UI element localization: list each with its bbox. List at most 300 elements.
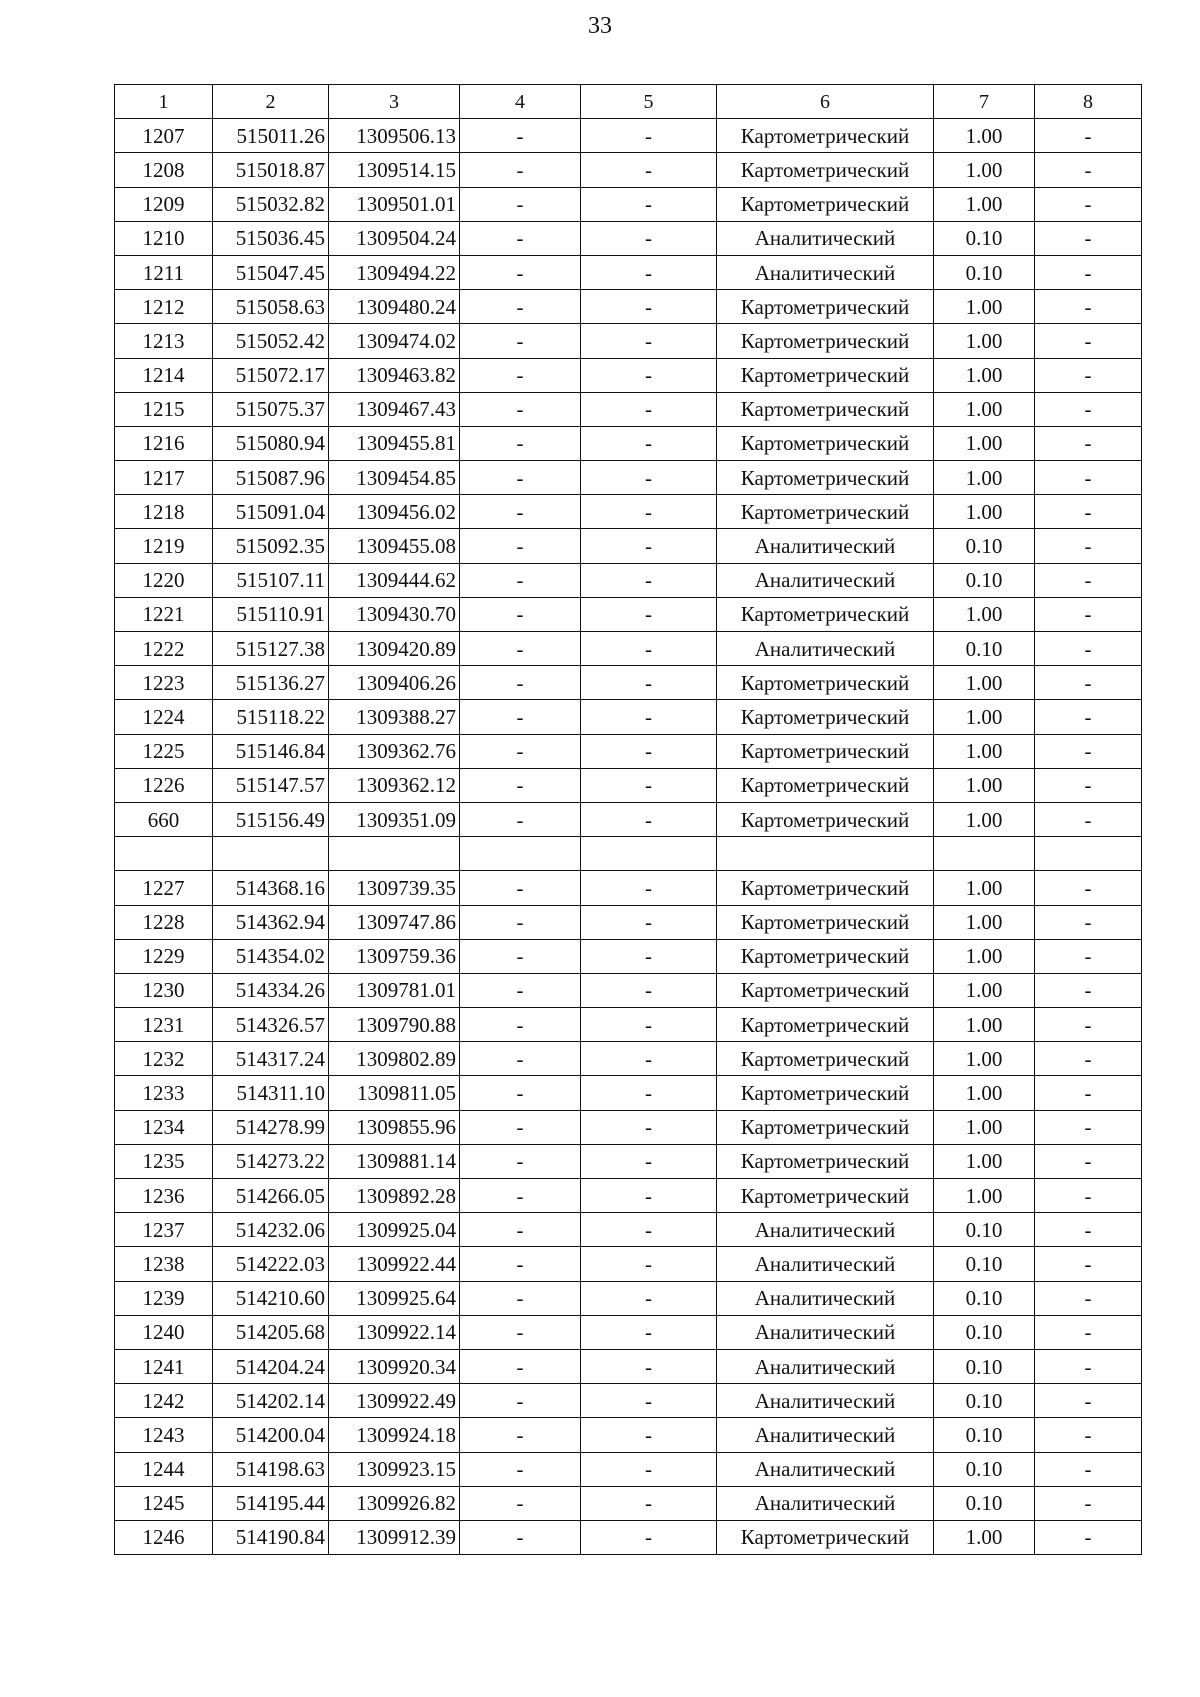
cell-y-coordinate: 1309463.82 (329, 358, 460, 392)
cell-method: Картометрический (717, 290, 934, 324)
cell-point-number: 1242 (115, 1384, 213, 1418)
cell-accuracy: 0.10 (934, 1349, 1035, 1383)
cell-col8: - (1035, 290, 1142, 324)
cell-col5: - (581, 358, 717, 392)
cell-accuracy: 1.00 (934, 905, 1035, 939)
cell-col4: - (460, 597, 581, 631)
cell-col4: - (460, 802, 581, 836)
cell-y-coordinate: 1309923.15 (329, 1452, 460, 1486)
table-row (115, 461, 1142, 495)
cell-point-number: 1207 (115, 119, 213, 153)
cell-col4: - (460, 1179, 581, 1213)
cell-col4: - (460, 529, 581, 563)
cell-col5 (581, 837, 717, 871)
cell-method: Аналитический (717, 1247, 934, 1281)
cell-method: Аналитический (717, 1315, 934, 1349)
cell-y-coordinate: 1309922.14 (329, 1315, 460, 1349)
cell-point-number: 1237 (115, 1213, 213, 1247)
cell-col5: - (581, 939, 717, 973)
cell-method: Картометрический (717, 1042, 934, 1076)
cell-col8: - (1035, 187, 1142, 221)
cell-point-number: 1238 (115, 1247, 213, 1281)
cell-col8: - (1035, 255, 1142, 289)
cell-y-coordinate: 1309739.35 (329, 871, 460, 905)
column-header-5: 5 (581, 85, 717, 119)
cell-accuracy: 1.00 (934, 973, 1035, 1007)
cell-col5: - (581, 1520, 717, 1554)
cell-point-number: 1233 (115, 1076, 213, 1110)
cell-y-coordinate: 1309455.81 (329, 426, 460, 460)
cell-col4: - (460, 666, 581, 700)
cell-col8: - (1035, 1144, 1142, 1178)
cell-method: Картометрический (717, 495, 934, 529)
cell-col4: - (460, 461, 581, 495)
cell-y-coordinate: 1309362.12 (329, 768, 460, 802)
cell-y-coordinate: 1309362.76 (329, 734, 460, 768)
cell-col8: - (1035, 153, 1142, 187)
cell-col5: - (581, 700, 717, 734)
cell-point-number: 1234 (115, 1110, 213, 1144)
cell-col5: - (581, 1144, 717, 1178)
cell-point-number: 1239 (115, 1281, 213, 1315)
cell-x-coordinate: 515127.38 (213, 632, 329, 666)
cell-x-coordinate: 515047.45 (213, 255, 329, 289)
cell-method: Картометрический (717, 1144, 934, 1178)
cell-x-coordinate: 514278.99 (213, 1110, 329, 1144)
cell-method: Картометрический (717, 973, 934, 1007)
cell-x-coordinate: 515110.91 (213, 597, 329, 631)
cell-method: Картометрический (717, 939, 934, 973)
cell-x-coordinate: 515107.11 (213, 563, 329, 597)
cell-y-coordinate: 1309922.49 (329, 1384, 460, 1418)
cell-col8: - (1035, 1076, 1142, 1110)
cell-y-coordinate: 1309506.13 (329, 119, 460, 153)
cell-point-number: 1216 (115, 426, 213, 460)
cell-x-coordinate: 515087.96 (213, 461, 329, 495)
cell-accuracy: 1.00 (934, 871, 1035, 905)
table-row (115, 666, 1142, 700)
cell-col5: - (581, 187, 717, 221)
table-row (115, 1384, 1142, 1418)
table-row (115, 1213, 1142, 1247)
cell-method: Картометрический (717, 1008, 934, 1042)
cell-x-coordinate: 514202.14 (213, 1384, 329, 1418)
cell-col4: - (460, 1110, 581, 1144)
table-row (115, 1281, 1142, 1315)
cell-col5: - (581, 1179, 717, 1213)
cell-x-coordinate: 514311.10 (213, 1076, 329, 1110)
cell-x-coordinate: 514368.16 (213, 871, 329, 905)
cell-col8: - (1035, 1213, 1142, 1247)
cell-point-number: 1226 (115, 768, 213, 802)
cell-col4: - (460, 563, 581, 597)
cell-col5: - (581, 255, 717, 289)
coordinates-table (114, 84, 1142, 1555)
cell-method: Аналитический (717, 1452, 934, 1486)
table-row (115, 529, 1142, 563)
table-row (115, 1315, 1142, 1349)
cell-y-coordinate: 1309926.82 (329, 1486, 460, 1520)
cell-point-number: 1241 (115, 1349, 213, 1383)
cell-accuracy: 1.00 (934, 666, 1035, 700)
cell-point-number: 1221 (115, 597, 213, 631)
cell-col5: - (581, 290, 717, 324)
cell-accuracy: 0.10 (934, 1247, 1035, 1281)
cell-col4: - (460, 426, 581, 460)
cell-x-coordinate: 514205.68 (213, 1315, 329, 1349)
cell-point-number: 1220 (115, 563, 213, 597)
cell-y-coordinate: 1309351.09 (329, 802, 460, 836)
cell-point-number: 1217 (115, 461, 213, 495)
cell-point-number: 1222 (115, 632, 213, 666)
cell-method: Картометрический (717, 324, 934, 358)
cell-col8: - (1035, 426, 1142, 460)
table-row (115, 1486, 1142, 1520)
cell-accuracy: 1.00 (934, 358, 1035, 392)
cell-x-coordinate: 515080.94 (213, 426, 329, 460)
table-row (115, 837, 1142, 871)
cell-y-coordinate: 1309420.89 (329, 632, 460, 666)
cell-point-number: 1227 (115, 871, 213, 905)
cell-x-coordinate: 515147.57 (213, 768, 329, 802)
cell-x-coordinate: 515052.42 (213, 324, 329, 358)
table-row (115, 255, 1142, 289)
cell-col4: - (460, 1486, 581, 1520)
cell-x-coordinate: 515146.84 (213, 734, 329, 768)
cell-x-coordinate: 515136.27 (213, 666, 329, 700)
cell-accuracy (934, 837, 1035, 871)
table-row (115, 871, 1142, 905)
cell-x-coordinate: 514210.60 (213, 1281, 329, 1315)
cell-col5: - (581, 1213, 717, 1247)
cell-col4: - (460, 768, 581, 802)
cell-y-coordinate: 1309781.01 (329, 973, 460, 1007)
cell-x-coordinate: 515118.22 (213, 700, 329, 734)
table-row (115, 768, 1142, 802)
table-row (115, 426, 1142, 460)
cell-x-coordinate: 514232.06 (213, 1213, 329, 1247)
cell-accuracy: 1.00 (934, 324, 1035, 358)
cell-col4: - (460, 221, 581, 255)
table-row (115, 153, 1142, 187)
cell-col4: - (460, 973, 581, 1007)
cell-y-coordinate: 1309855.96 (329, 1110, 460, 1144)
cell-accuracy: 0.10 (934, 221, 1035, 255)
cell-col4: - (460, 358, 581, 392)
cell-y-coordinate: 1309501.01 (329, 187, 460, 221)
cell-col8: - (1035, 802, 1142, 836)
cell-method: Картометрический (717, 905, 934, 939)
cell-method: Картометрический (717, 187, 934, 221)
cell-point-number: 1208 (115, 153, 213, 187)
cell-y-coordinate: 1309406.26 (329, 666, 460, 700)
cell-y-coordinate: 1309925.64 (329, 1281, 460, 1315)
cell-accuracy: 1.00 (934, 597, 1035, 631)
cell-col5: - (581, 461, 717, 495)
cell-method: Картометрический (717, 392, 934, 426)
cell-x-coordinate: 515075.37 (213, 392, 329, 426)
cell-accuracy: 0.10 (934, 1452, 1035, 1486)
cell-method: Аналитический (717, 221, 934, 255)
cell-col8: - (1035, 563, 1142, 597)
table-row (115, 632, 1142, 666)
cell-x-coordinate: 514326.57 (213, 1008, 329, 1042)
cell-col8: - (1035, 1179, 1142, 1213)
table-body (115, 119, 1142, 1555)
cell-method: Аналитический (717, 1349, 934, 1383)
cell-col8: - (1035, 666, 1142, 700)
cell-col5: - (581, 153, 717, 187)
cell-col8: - (1035, 700, 1142, 734)
cell-point-number: 1232 (115, 1042, 213, 1076)
cell-method: Картометрический (717, 119, 934, 153)
cell-col4: - (460, 255, 581, 289)
cell-point-number: 1211 (115, 255, 213, 289)
cell-col8: - (1035, 1520, 1142, 1554)
cell-accuracy: 1.00 (934, 1042, 1035, 1076)
cell-y-coordinate: 1309802.89 (329, 1042, 460, 1076)
cell-x-coordinate: 514190.84 (213, 1520, 329, 1554)
cell-col4: - (460, 290, 581, 324)
cell-x-coordinate: 515036.45 (213, 221, 329, 255)
cell-col5: - (581, 119, 717, 153)
cell-col5: - (581, 871, 717, 905)
table-row (115, 939, 1142, 973)
cell-y-coordinate: 1309922.44 (329, 1247, 460, 1281)
cell-col8: - (1035, 1008, 1142, 1042)
cell-accuracy: 1.00 (934, 1008, 1035, 1042)
column-header-4: 4 (460, 85, 581, 119)
cell-point-number: 1214 (115, 358, 213, 392)
cell-y-coordinate: 1309759.36 (329, 939, 460, 973)
cell-col4: - (460, 1315, 581, 1349)
cell-col5: - (581, 1110, 717, 1144)
cell-y-coordinate: 1309444.62 (329, 563, 460, 597)
column-header-6: 6 (717, 85, 934, 119)
cell-accuracy: 1.00 (934, 1076, 1035, 1110)
cell-col8: - (1035, 1486, 1142, 1520)
cell-x-coordinate: 514362.94 (213, 905, 329, 939)
table-row (115, 392, 1142, 426)
cell-col8: - (1035, 1452, 1142, 1486)
cell-y-coordinate: 1309454.85 (329, 461, 460, 495)
cell-col8: - (1035, 529, 1142, 563)
cell-method: Аналитический (717, 255, 934, 289)
cell-col4: - (460, 1418, 581, 1452)
cell-col4: - (460, 700, 581, 734)
cell-method: Аналитический (717, 1418, 934, 1452)
cell-col4: - (460, 324, 581, 358)
cell-accuracy: 0.10 (934, 1486, 1035, 1520)
cell-x-coordinate (213, 837, 329, 871)
cell-col4: - (460, 1452, 581, 1486)
cell-col8: - (1035, 1110, 1142, 1144)
cell-point-number: 1224 (115, 700, 213, 734)
cell-col4: - (460, 1076, 581, 1110)
cell-point-number: 1240 (115, 1315, 213, 1349)
table-row (115, 1349, 1142, 1383)
cell-point-number: 1215 (115, 392, 213, 426)
cell-col5: - (581, 734, 717, 768)
cell-method: Картометрический (717, 1110, 934, 1144)
cell-accuracy: 0.10 (934, 1213, 1035, 1247)
cell-col5: - (581, 768, 717, 802)
cell-method (717, 837, 934, 871)
cell-method: Аналитический (717, 632, 934, 666)
cell-accuracy: 1.00 (934, 461, 1035, 495)
cell-y-coordinate: 1309925.04 (329, 1213, 460, 1247)
cell-y-coordinate: 1309924.18 (329, 1418, 460, 1452)
cell-accuracy: 1.00 (934, 153, 1035, 187)
cell-accuracy: 1.00 (934, 1110, 1035, 1144)
cell-col8: - (1035, 1247, 1142, 1281)
cell-point-number: 660 (115, 802, 213, 836)
cell-col8: - (1035, 461, 1142, 495)
cell-col8: - (1035, 734, 1142, 768)
cell-col5: - (581, 666, 717, 700)
cell-x-coordinate: 514317.24 (213, 1042, 329, 1076)
cell-point-number: 1212 (115, 290, 213, 324)
cell-point-number: 1235 (115, 1144, 213, 1178)
cell-col8: - (1035, 119, 1142, 153)
cell-method: Аналитический (717, 1213, 934, 1247)
cell-point-number: 1229 (115, 939, 213, 973)
table-row (115, 734, 1142, 768)
cell-method: Картометрический (717, 426, 934, 460)
cell-accuracy: 1.00 (934, 1520, 1035, 1554)
table-row (115, 358, 1142, 392)
cell-col4: - (460, 1349, 581, 1383)
cell-col8: - (1035, 768, 1142, 802)
cell-x-coordinate: 515092.35 (213, 529, 329, 563)
cell-y-coordinate: 1309811.05 (329, 1076, 460, 1110)
cell-method: Картометрический (717, 802, 934, 836)
cell-point-number: 1228 (115, 905, 213, 939)
table-header-row (115, 85, 1142, 119)
cell-col5: - (581, 563, 717, 597)
cell-col4: - (460, 1042, 581, 1076)
cell-col4: - (460, 632, 581, 666)
cell-col4: - (460, 1384, 581, 1418)
table-row (115, 1179, 1142, 1213)
cell-method: Картометрический (717, 1520, 934, 1554)
cell-y-coordinate: 1309467.43 (329, 392, 460, 426)
cell-accuracy: 0.10 (934, 1384, 1035, 1418)
table-row (115, 187, 1142, 221)
cell-col4: - (460, 1247, 581, 1281)
cell-col5: - (581, 905, 717, 939)
cell-col5: - (581, 597, 717, 631)
cell-y-coordinate: 1309388.27 (329, 700, 460, 734)
cell-accuracy: 1.00 (934, 802, 1035, 836)
cell-x-coordinate: 514200.04 (213, 1418, 329, 1452)
cell-point-number: 1218 (115, 495, 213, 529)
cell-x-coordinate: 514198.63 (213, 1452, 329, 1486)
table-row (115, 1008, 1142, 1042)
cell-col5: - (581, 1247, 717, 1281)
cell-col5: - (581, 1315, 717, 1349)
cell-col8: - (1035, 1042, 1142, 1076)
table-row (115, 973, 1142, 1007)
cell-accuracy: 1.00 (934, 187, 1035, 221)
cell-x-coordinate: 515156.49 (213, 802, 329, 836)
cell-accuracy: 1.00 (934, 495, 1035, 529)
cell-col5: - (581, 495, 717, 529)
cell-col8: - (1035, 871, 1142, 905)
cell-x-coordinate: 514354.02 (213, 939, 329, 973)
cell-y-coordinate: 1309494.22 (329, 255, 460, 289)
cell-col8: - (1035, 632, 1142, 666)
cell-col4: - (460, 1281, 581, 1315)
cell-y-coordinate: 1309514.15 (329, 153, 460, 187)
cell-y-coordinate: 1309504.24 (329, 221, 460, 255)
cell-accuracy: 1.00 (934, 119, 1035, 153)
cell-point-number: 1246 (115, 1520, 213, 1554)
table-row (115, 1110, 1142, 1144)
table-row (115, 221, 1142, 255)
cell-col5: - (581, 1452, 717, 1486)
cell-col8: - (1035, 1349, 1142, 1383)
cell-col4: - (460, 495, 581, 529)
table-row (115, 324, 1142, 358)
cell-accuracy: 0.10 (934, 529, 1035, 563)
cell-x-coordinate: 515058.63 (213, 290, 329, 324)
cell-method: Аналитический (717, 1384, 934, 1418)
cell-method: Картометрический (717, 358, 934, 392)
cell-col4: - (460, 1520, 581, 1554)
cell-x-coordinate: 515011.26 (213, 119, 329, 153)
table-row (115, 1418, 1142, 1452)
cell-accuracy: 0.10 (934, 255, 1035, 289)
cell-col8 (1035, 837, 1142, 871)
cell-x-coordinate: 514222.03 (213, 1247, 329, 1281)
cell-accuracy: 1.00 (934, 939, 1035, 973)
cell-col8: - (1035, 324, 1142, 358)
cell-method: Картометрический (717, 734, 934, 768)
cell-point-number: 1245 (115, 1486, 213, 1520)
cell-point-number: 1219 (115, 529, 213, 563)
table-row (115, 1247, 1142, 1281)
cell-col4: - (460, 153, 581, 187)
cell-col8: - (1035, 597, 1142, 631)
cell-col4: - (460, 1008, 581, 1042)
cell-x-coordinate: 514204.24 (213, 1349, 329, 1383)
cell-method: Аналитический (717, 1486, 934, 1520)
cell-col5: - (581, 1418, 717, 1452)
table-row (115, 1452, 1142, 1486)
cell-y-coordinate: 1309456.02 (329, 495, 460, 529)
cell-method: Картометрический (717, 1076, 934, 1110)
cell-col8: - (1035, 1315, 1142, 1349)
cell-point-number: 1209 (115, 187, 213, 221)
table-row (115, 597, 1142, 631)
cell-col5: - (581, 1042, 717, 1076)
cell-method: Аналитический (717, 1281, 934, 1315)
cell-x-coordinate: 514334.26 (213, 973, 329, 1007)
cell-accuracy: 1.00 (934, 1144, 1035, 1178)
cell-accuracy: 1.00 (934, 392, 1035, 426)
cell-col4: - (460, 1213, 581, 1247)
cell-y-coordinate: 1309881.14 (329, 1144, 460, 1178)
cell-point-number: 1244 (115, 1452, 213, 1486)
cell-method: Картометрический (717, 153, 934, 187)
cell-method: Аналитический (717, 529, 934, 563)
cell-y-coordinate: 1309430.70 (329, 597, 460, 631)
cell-y-coordinate: 1309747.86 (329, 905, 460, 939)
cell-col5: - (581, 1008, 717, 1042)
cell-col8: - (1035, 221, 1142, 255)
cell-col5: - (581, 632, 717, 666)
